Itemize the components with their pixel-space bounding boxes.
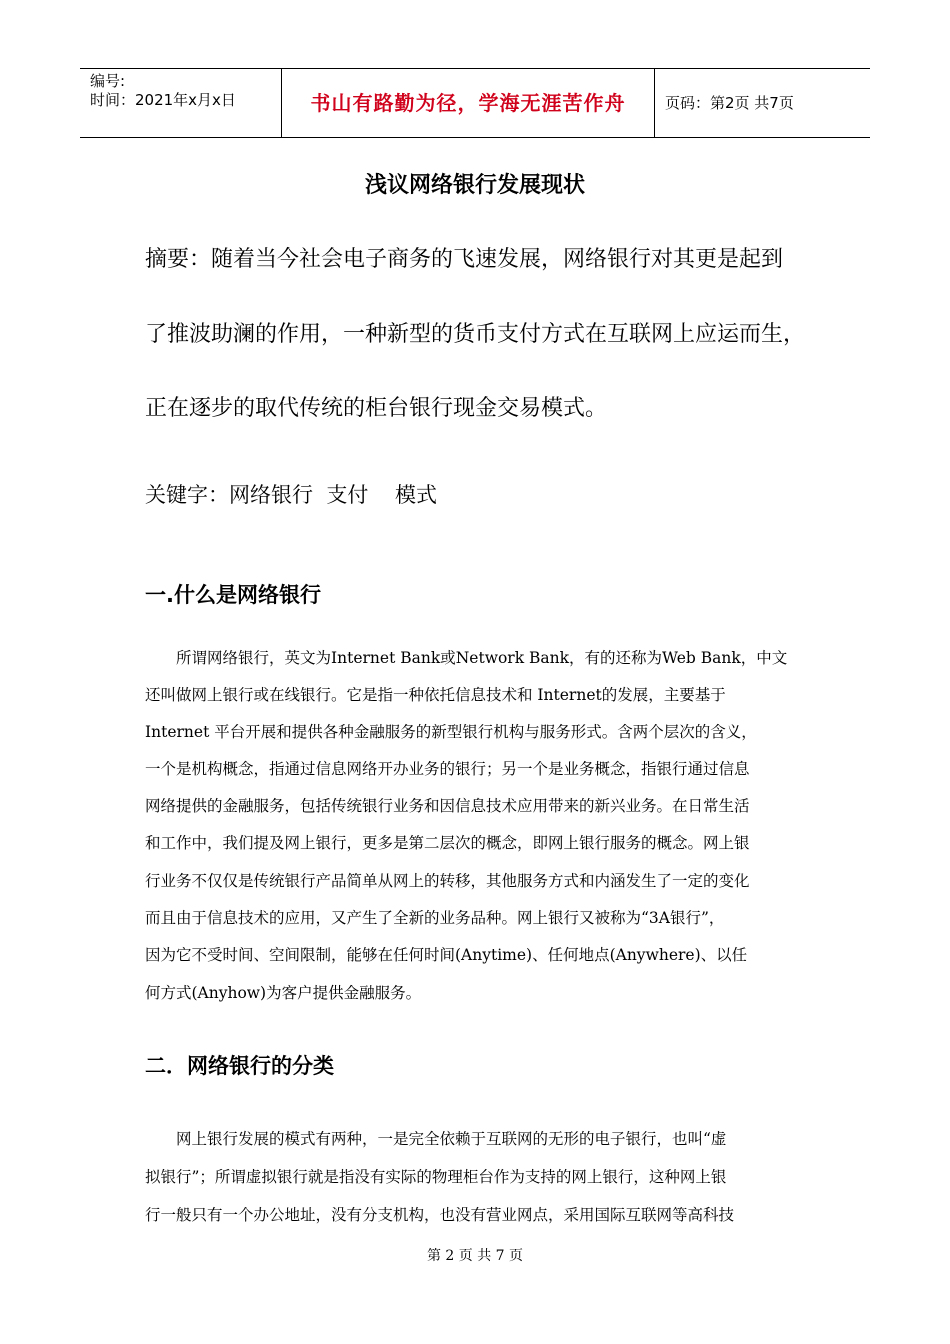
paragraph-line: 何方式(Anyhow)为客户提供金融服务。: [145, 984, 422, 1002]
document-title: 浅议网络银行发展现状: [364, 173, 585, 198]
date-line: 时间：2021年x月x日: [90, 91, 236, 109]
header-page-cell: [655, 69, 870, 137]
header-left-cell: [80, 69, 280, 137]
paragraph-line: 行一般只有一个办公地址，没有分支机构，也没有营业网点，采用国际互联网等高科技: [145, 1206, 735, 1224]
paragraph-line: 网络提供的金融服务，包括传统银行业务和因信息技术应用带来的新兴业务。在日常生活: [145, 797, 750, 815]
paragraph-line: 一个是机构概念，指通过信息网络开办业务的银行；另一个是业务概念，指银行通过信息: [145, 760, 750, 778]
section-heading: 一.什么是网络银行: [145, 583, 321, 607]
abstract-line: 正在逐步的取代传统的柜台银行现金交易模式。: [145, 396, 608, 421]
paragraph-line: 和工作中，我们提及网上银行，更多是第二层次的概念，即网上银行服务的概念。网上银: [145, 834, 750, 852]
paragraph-line: Internet 平台开展和提供各种金融服务的新型银行机构与服务形式。含两个层次的含义，: [145, 723, 757, 741]
paragraph-line: 所谓网络银行，英文为Internet Bank或Network Bank，有的还称为Web Bank，中文: [176, 649, 788, 667]
paragraph-line: 而且由于信息技术的应用，又产生了全新的业务品种。网上银行又被称为“3A银行”，: [145, 909, 725, 927]
abstract-line: 摘要：随着当今社会电子商务的飞速发展，网络银行对其更是起到: [145, 247, 784, 272]
keywords: 关键字：网络银行 支付 模式: [145, 483, 438, 507]
paragraph-line: 还叫做网上银行或在线银行。它是指一种依托信息技术和 Internet的发展，主要基于: [145, 686, 726, 704]
paragraph-line: 拟银行”；所谓虚拟银行就是指没有实际的物理柜台作为支持的网上银行，这种网上银: [145, 1168, 727, 1186]
paragraph-line: 因为它不受时间、空间限制，能够在任何时间(Anytime)、任何地点(Anywhere)、以任: [145, 946, 748, 964]
document-header: [80, 68, 870, 138]
paragraph-line: 行业务不仅仅是传统银行产品简单从网上的转移，其他服务方式和内涵发生了一定的变化: [145, 872, 750, 890]
paragraph-line: 网上银行发展的模式有两种，一是完全依赖于互联网的无形的电子银行，也叫“虚: [176, 1130, 727, 1148]
header-motto-cell: [281, 69, 655, 137]
section-heading: 二．网络银行的分类: [145, 1054, 334, 1078]
abstract-line: 了推波助澜的作用，一种新型的货币支付方式在互联网上应运而生，: [145, 322, 806, 347]
page-footer: 第 2 页 共 7 页: [426, 1248, 524, 1264]
motto-text: 书山有路勤为径，学海无涯苦作舟: [310, 91, 626, 115]
code-label: 编号:: [90, 72, 126, 90]
page-code: 页码：第2页 共7页: [665, 94, 794, 112]
